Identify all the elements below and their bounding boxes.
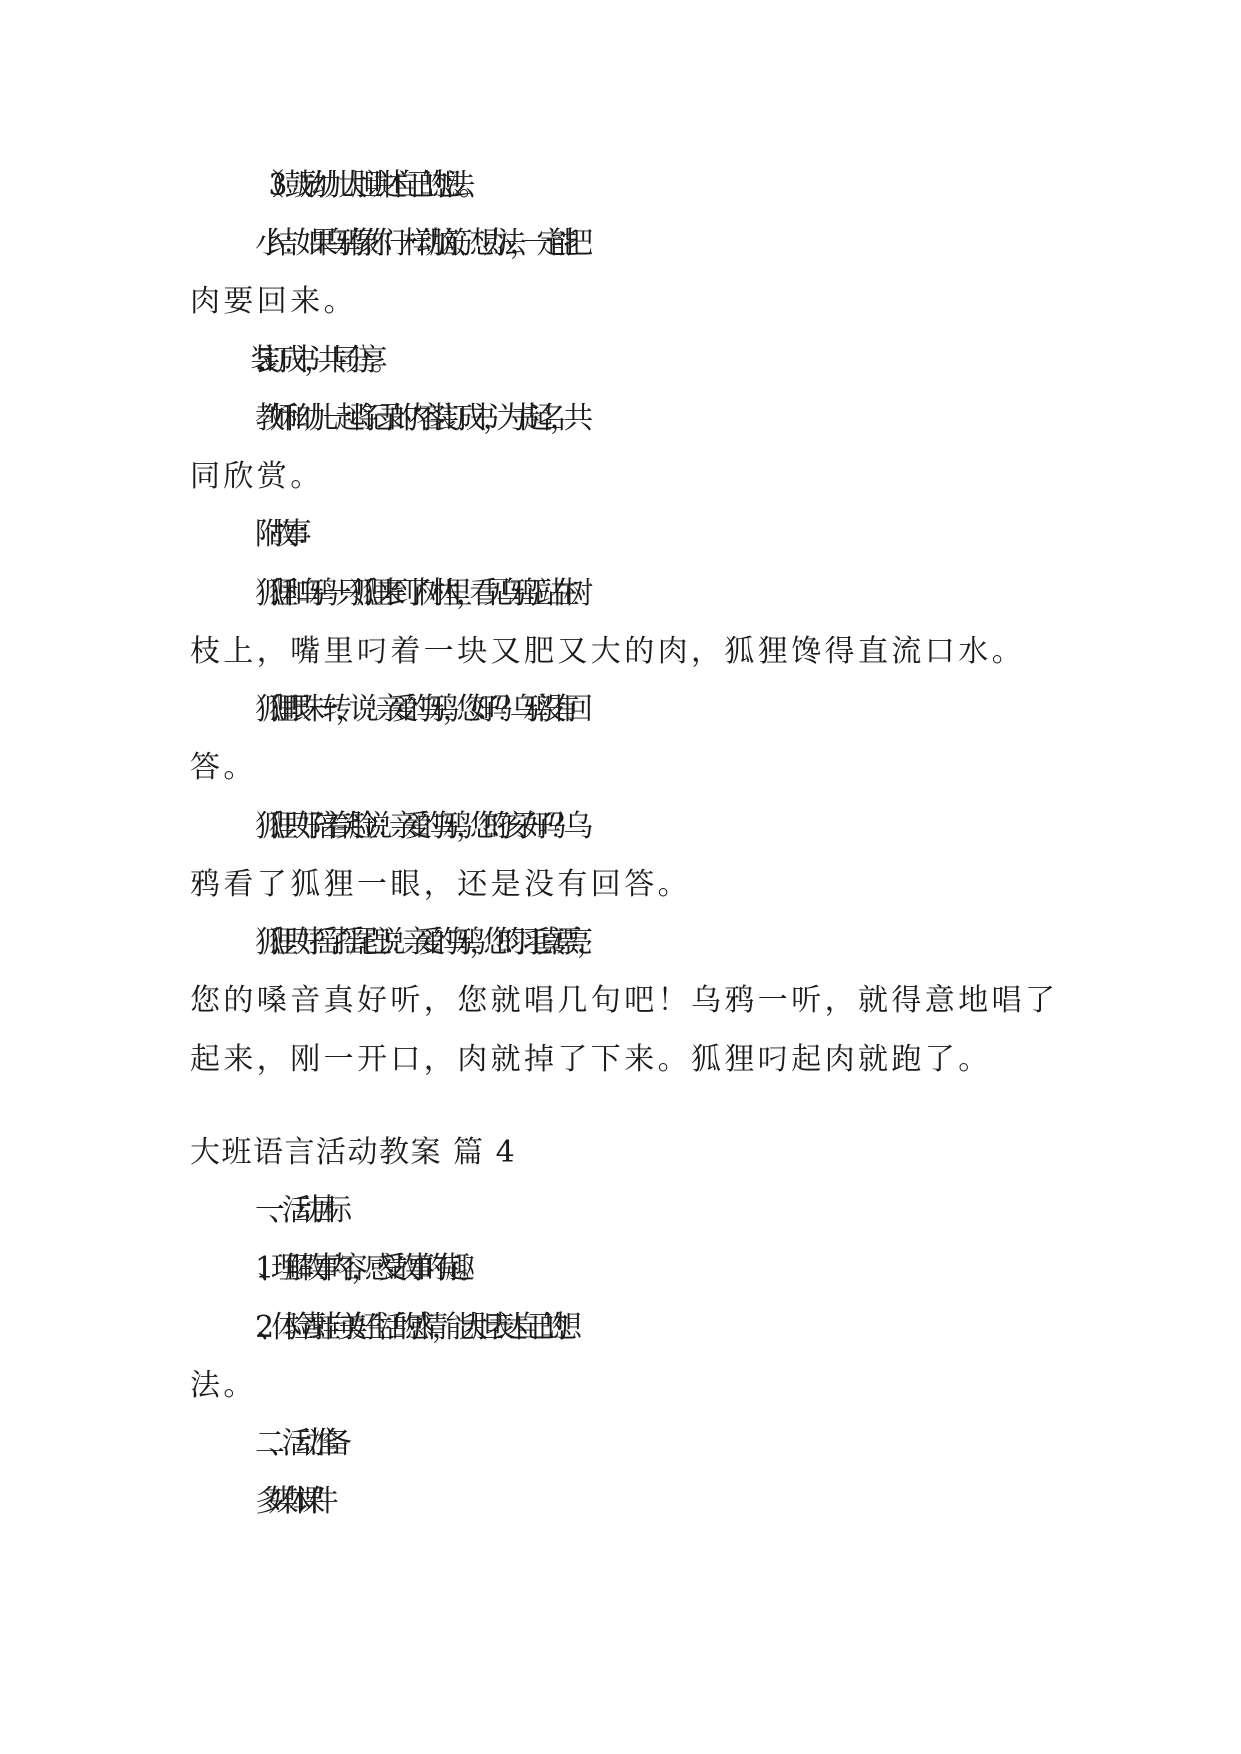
section-title: 大班语言活动教案 篇 4	[190, 1135, 517, 1170]
paragraph-line: 狐狸只好摇了摇尾巴说：亲爱的乌鸦，您的羽毛真漂亮，	[255, 925, 590, 960]
paragraph-line: 同欣赏。	[190, 459, 324, 494]
paragraph-line: 2、体验青蛙向美好生活的感情，能大胆表达自己的想	[255, 1310, 566, 1345]
paragraph-line: 1、理解故事内容，感受故事的有趣。	[255, 1251, 472, 1286]
paragraph-line: 您的嗓音真好听，您就唱几句吧！乌鸦一听，就得意地唱了	[190, 983, 1059, 1018]
paragraph-line: 小结：如果乌鸦像你们一样动脑筋、想办法，一定能把	[255, 226, 577, 261]
paragraph-line: 狐狸只好陪着笑脸说：亲爱的乌鸦，您的孩子好吗？乌	[255, 809, 577, 844]
paragraph-line: 枝上，嘴里叼着一块又肥又大的肉，狐狸馋得直流口水。	[190, 634, 1025, 669]
paragraph-line: 答。	[190, 750, 257, 785]
paragraph-line: 狐狸眼珠一转，说：亲爱的乌鸦，您好吗？乌鸦没有回	[255, 692, 577, 727]
paragraph-line: 鸦看了狐狸一眼，还是没有回答。	[190, 867, 691, 902]
paragraph-line: 狐狸和乌鸦一只狐狸来到了树林里，看见乌鸦正站在树	[255, 576, 577, 611]
paragraph-line: 多媒体课件	[255, 1484, 322, 1519]
paragraph-line: 教师和幼儿一起将记录的内容装订成书，为书起名，共	[255, 401, 577, 436]
paragraph-line: 肉要回来。	[190, 284, 357, 319]
paragraph-line: 附故事：	[255, 517, 309, 552]
paragraph-line: 起来，刚一开口，肉就掉了下来。狐狸叼起肉就跑了。	[190, 1042, 992, 1077]
paragraph-line: 二、活动准备	[255, 1426, 336, 1461]
paragraph-line: 5.装订成书，共同分享。	[255, 343, 385, 378]
paragraph-line: 一、活动目标	[255, 1193, 336, 1228]
paragraph-line: （3）鼓励幼儿大胆讲述自己的想法。	[255, 168, 472, 203]
paragraph-line: 法。	[190, 1368, 257, 1403]
